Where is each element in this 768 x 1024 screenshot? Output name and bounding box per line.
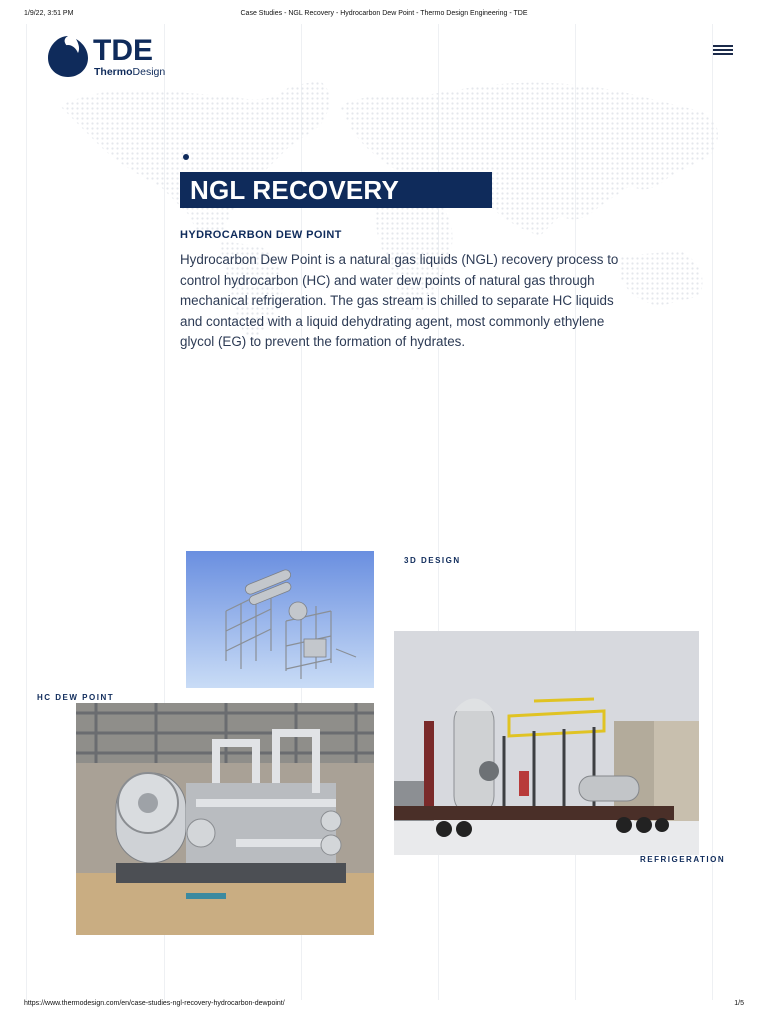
description-paragraph: Hydrocarbon Dew Point is a natural gas liquids (NGL) recovery process to control hydrocarbon (HC) and water dew points of natural gas through mechanical refrigeration. The gas stream is chilled to separate HC liquids and contacted with a liquid dehydrating agent, most commonly ethylene glycol (EG) to prevent the formation of hydrates.	[180, 252, 619, 349]
hc-dew-point-image[interactable]	[76, 703, 374, 935]
print-header	[24, 10, 744, 22]
tde-logo-mark-icon	[46, 34, 90, 78]
print-document-title: Case Studies - NGL Recovery - Hydrocarbon Dew Point - Thermo Design Engineering - TDE	[240, 10, 528, 17]
logo-subtitle-rest: Design	[132, 66, 166, 78]
print-url: https://www.thermodesign.com/en/case-studies-ngl-recovery-hydrocarbon-dewpoint/	[24, 1000, 285, 1007]
print-page-number: 1/5	[734, 1000, 744, 1007]
logo-subtitle	[94, 66, 165, 78]
page-title-box	[180, 172, 492, 208]
caption-refrigeration: REFRIGERATION	[640, 855, 726, 864]
logo-subtitle-bold: Thermo	[94, 66, 133, 78]
caption-3d-design: 3D DESIGN	[404, 556, 461, 565]
grid-line	[26, 24, 27, 1000]
refrigeration-image[interactable]	[394, 631, 699, 855]
3d-design-image[interactable]	[186, 551, 374, 688]
tde-logo[interactable]	[46, 34, 176, 82]
decorative-dot	[183, 154, 189, 160]
print-footer	[24, 1000, 744, 1012]
page-title: NGL RECOVERY	[190, 175, 399, 205]
logo-wordmark: TDE	[93, 34, 153, 67]
section-subtitle: HYDROCARBON DEW POINT	[180, 229, 342, 241]
caption-hc-dew-point: HC DEW POINT	[37, 693, 115, 702]
print-date: 1/9/22, 3:51 PM	[24, 10, 74, 17]
hamburger-menu-icon[interactable]	[711, 42, 735, 58]
